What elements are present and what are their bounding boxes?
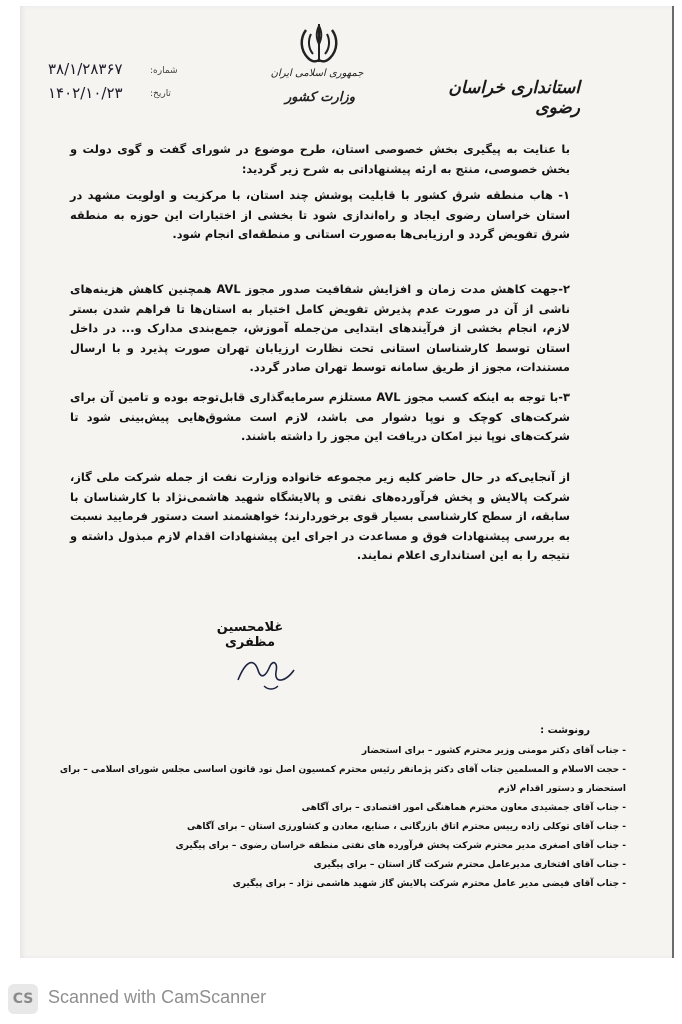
closing-paragraph: از آنجایی‌که در حال حاضر کلیه زیر مجموعه خانواده وزارت نفت از جمله شرکت ملی گاز، شرکت پالایش و پخش فرآورده‌های نفتی و پالایشگاه شهید هاشمی‌نژاد با کارشناسان با سابقه، از سطح کارشناسی بسیار قوی برخوردارند؛ خواهشمند است دستور فرمایید نسبت به بررسی پیشنهادات فوق و مساعدت در اجرای این پیشنهادات اقدام لازم مبذول داشته و نتیجه را به این استانداری اعلام نمایند. [70,470,570,563]
camscanner-logo-icon: CS [8,984,38,1014]
cc-item: - جناب آقای افتخاری مدیرعامل محترم شرکت گاز استان – برای پیگیری [313,860,626,870]
cc-item: - حجت الاسلام و المسلمین جناب آقای دکتر پژمانفر رئیس محترم کمسیون اصل نود قانون اساسی مجلس شورای اسلامی – برای استحضار و دستور اقدام لازم [59,765,626,794]
item-1-paragraph: ۱- هاب منطقه شرق کشور با قابلیت پوشش چند استان، با مرکزیت و اولویت مشهد در استان خراسان رضوی ایجاد و راه‌اندازی شود تا بخشی از اختیارات این حوزه به منطقه شرق تفویض گردد و ارزیابی‌ها به‌صورت استانی و منطقه‌ای انجام شود. [70,188,570,242]
letter-number-label: شماره: [150,66,178,76]
letter-date: ۱۴۰۲/۱۰/۲۳ [48,84,123,102]
signer-name: غلامحسین مظفری [216,620,284,650]
letter-date-label: تاریخ: [150,89,171,99]
intro-paragraph: با عنایت به پیگیری بخش خصوصی استان، طرح موضوع در شورای گفت و گوی دولت و بخش خصوصی، منتج به ارئه پیشنهاداتی به شرح زیر گردید: [70,142,570,176]
cc-item: - جناب آقای فیضی مدیر عامل محترم شرکت پالایش گاز شهید هاشمی نژاد – برای پیگیری [232,879,626,889]
republic-title: جمهوری اسلامی ایران [270,68,364,79]
cc-title: رونوشت : [540,725,590,736]
item-3-paragraph: ۳-با توجه به اینکه کسب مجوز AVL مستلزم سرمایه‌گذاری قابل‌توجه بوده و تامین آن برای شرکت‌های کوچک و نوپا دشوار می باشد، لازم است مشوق‌هایی پیش‌بینی شود تا شرکت‌های نوپا نیز امکان دریافت این مجوز را داشته باشند. [70,390,570,444]
signature-icon [228,640,308,700]
camscanner-watermark: Scanned with CamScanner [48,987,267,1007]
cc-item: - جناب آقای توکلی زاده رییس محترم اتاق بازرگانی ، صنایع، معادن و کشاورزی استان – برای آگاهی [187,822,626,832]
cc-list [46,742,626,894]
letter-number: ۳۸/۱/۲۸۳۶۷ [48,60,123,78]
cc-item: - جناب آقای اصغری مدیر محترم شرکت پخش فرآورده های نفتی منطقه خراسان رضوی – برای پیگیری [175,841,626,851]
cc-item: - جناب آقای دکتر مومنی وزیر محترم کشور – برای استحضار [361,746,626,756]
iran-emblem-icon [296,22,342,66]
ministry-title: وزارت کشور [285,90,355,105]
governorate-title: استانداری خراسان رضوی [448,78,580,118]
cc-item: - جناب آقای جمشیدی معاون محترم هماهنگی امور اقتصادی – برای آگاهی [301,803,626,813]
item-2-paragraph: ۲-جهت کاهش مدت زمان و افزایش شفافیت صدور مجوز AVL همچنین کاهش هزینه‌های ناشی از آن در صورت عدم پذیرش تفویض کامل اختیار به استان‌ها تا فراهم شدن بستر لازم، انجام بخشی از فرآیندهای ابتدایی من‌جمله آموزش، جمع‌بندی مدارک و... در داخل استان توسط کارشناسان استانی تحت نظارت ارزیابان تهران صورت پذیرد و با ارسال مستندات، مجوز از طریق سامانه توسط تهران صادر گردد. [70,282,570,375]
